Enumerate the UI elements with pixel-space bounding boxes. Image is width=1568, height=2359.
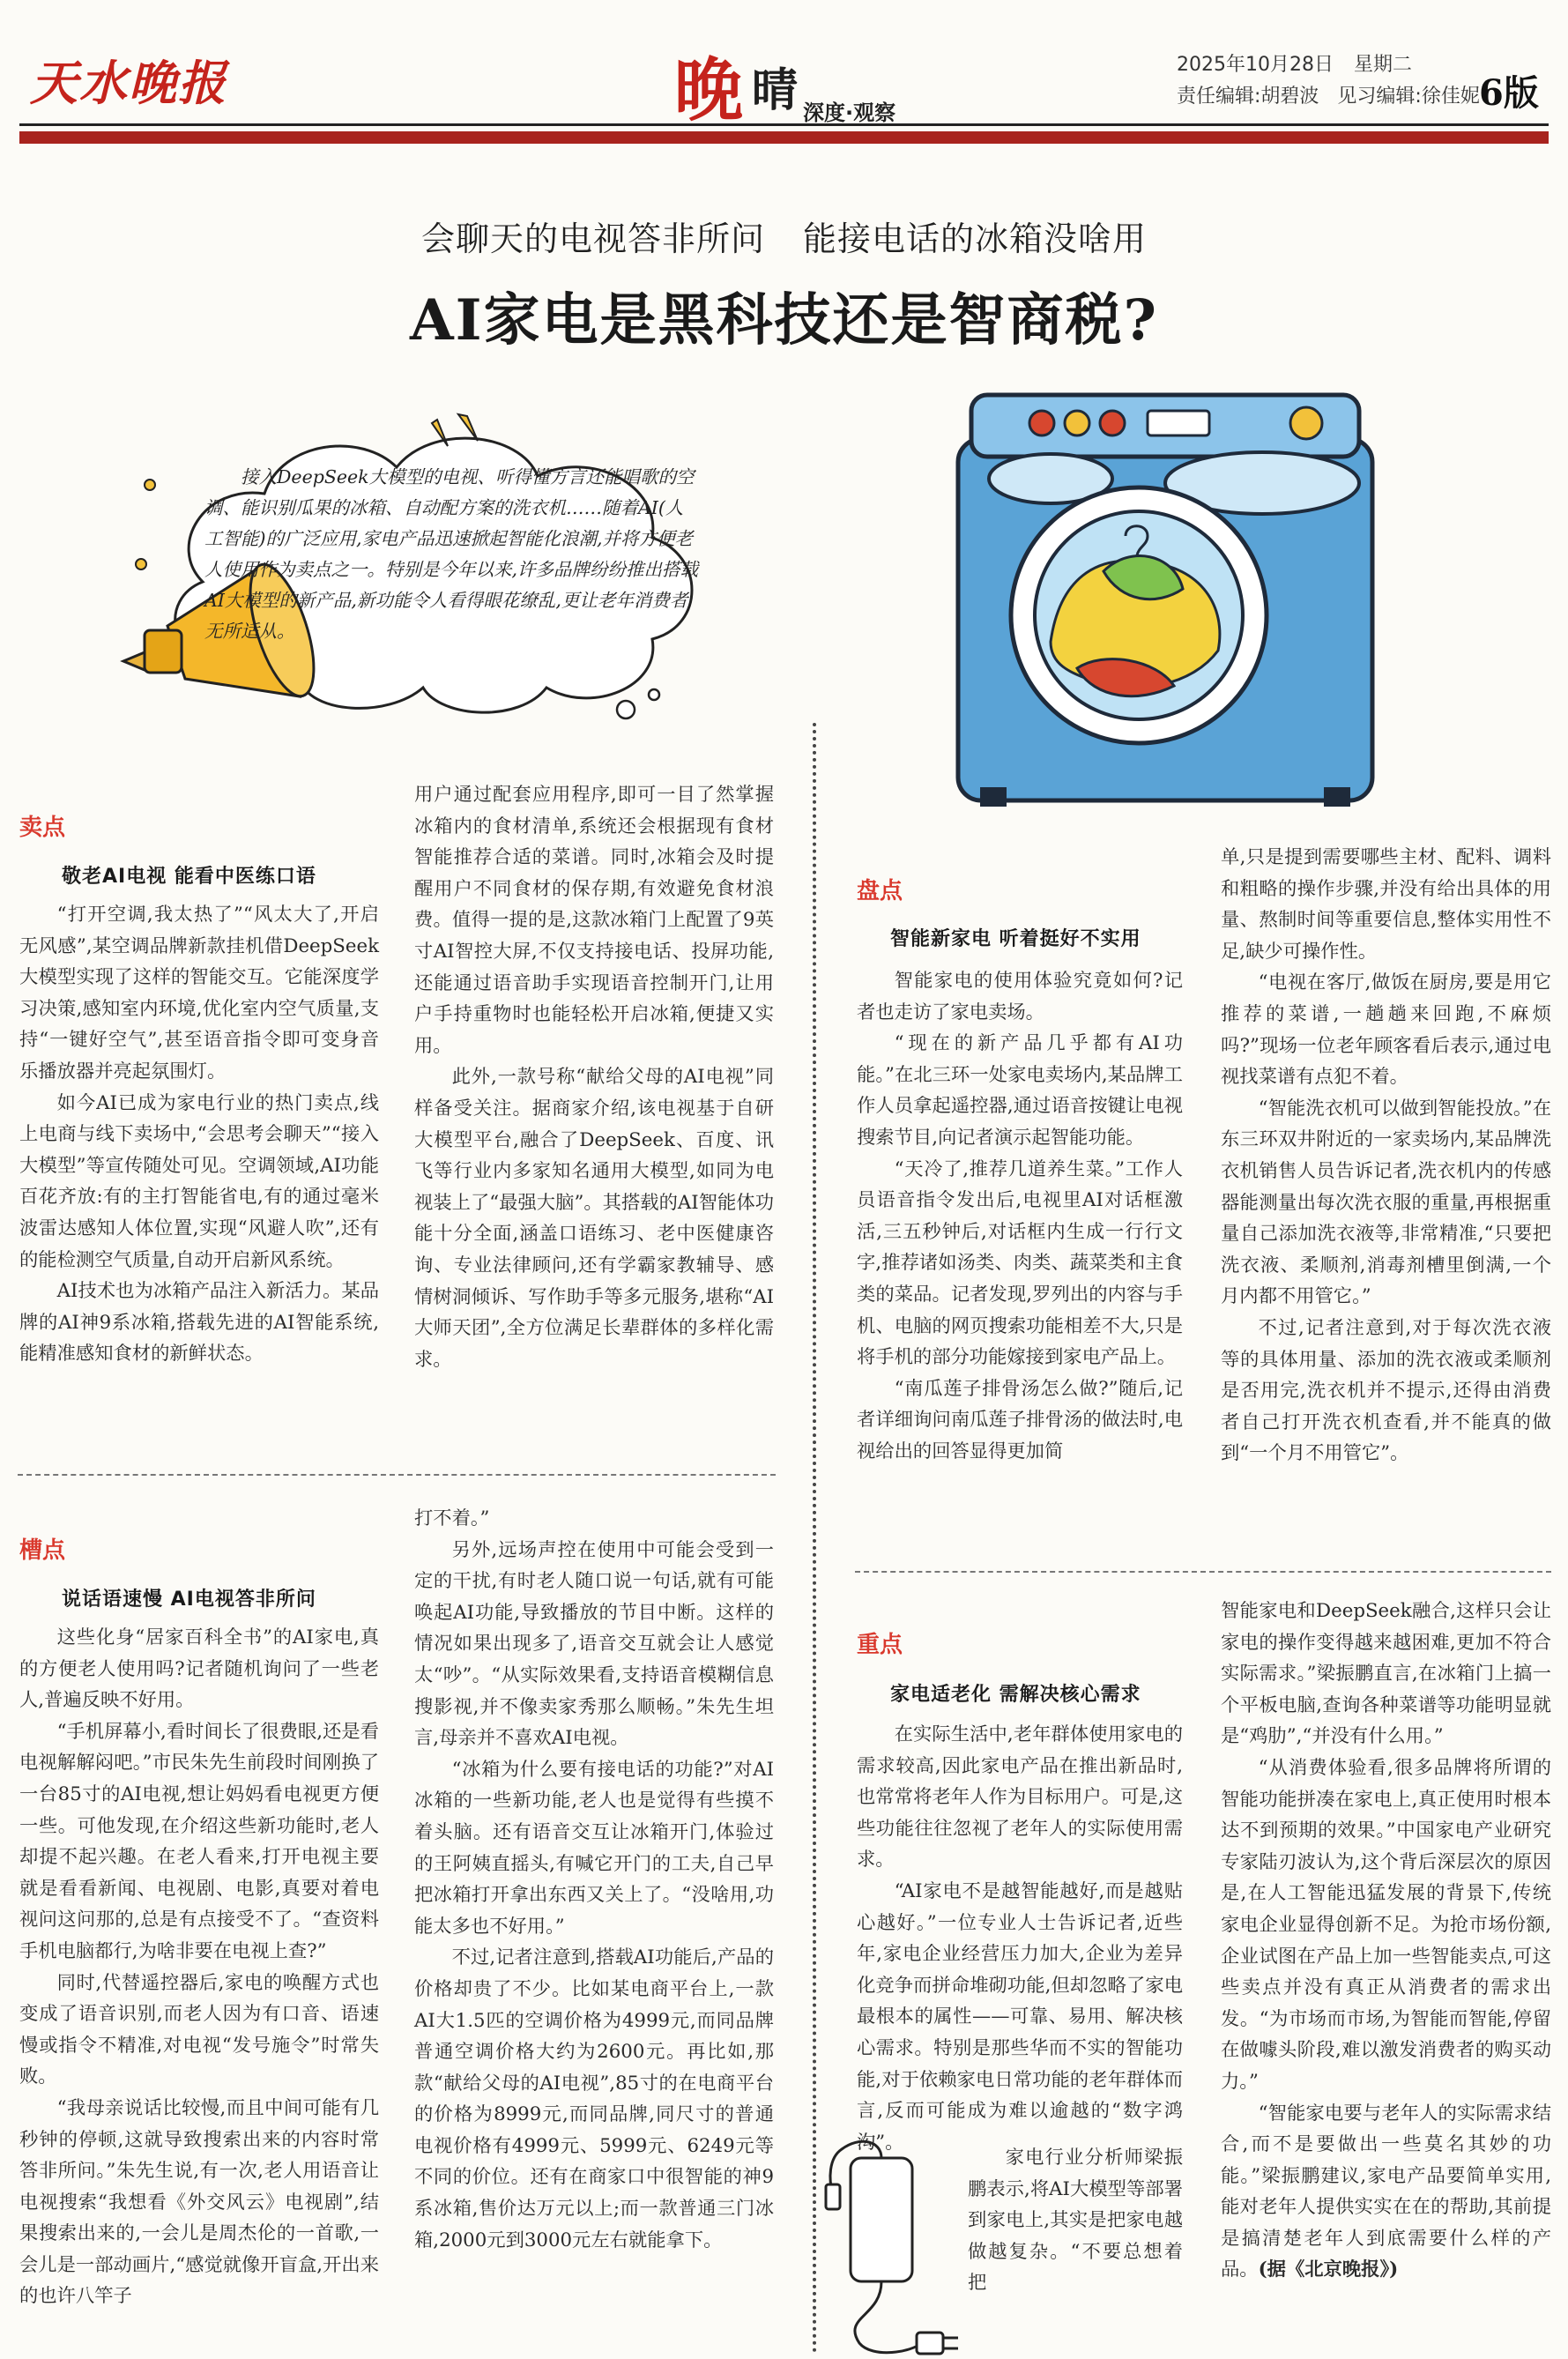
section-label-selling-point: 卖点	[19, 815, 66, 841]
section-label-review: 盘点	[857, 878, 903, 904]
section-logo	[674, 35, 903, 132]
paragraph: “南瓜莲子排骨汤怎么做?”随后,记者详细询问南瓜莲子排骨汤的做法时,电视给出的回答显得更加简	[857, 1377, 1183, 1462]
article-kicker: 会聊天的电视答非所问 能接电话的冰箱没啥用	[420, 220, 1148, 258]
text-column	[19, 1622, 379, 2354]
column-divider	[813, 723, 816, 2354]
text-column	[857, 965, 1183, 1538]
text-column	[1221, 842, 1551, 1538]
paragraph: “电视在客厅,做饭在厨房,要是用它推荐的菜谱,一趟趟来回跑,不麻烦吗?”现场一位老年顾客看后表示,通过电视找菜谱有点犯不着。	[1221, 971, 1551, 1089]
section-logo-char-2: 晴	[752, 63, 799, 117]
section-logo-char-1: 晚	[674, 50, 744, 130]
paragraph: “AI家电不是越智能越好,而是越贴心越好。”一位专业人士告诉记者,近些年,家电企业经营压力加大,企业为差异化竞争而拼命堆砌功能,但却忽略了家电最根本的属性——可靠、易用、解决核心需求。特别是那些华而不实的智能功能,对于依赖家电日常功能的老年群体而言,反而可能成为难以逾越的“数字鸿沟”。	[857, 1879, 1183, 2154]
text-column	[857, 1719, 1183, 2154]
section-divider-left	[18, 1474, 776, 1476]
dateline	[1177, 49, 1426, 77]
text-column	[414, 779, 774, 1437]
responsible-editor: 责任编辑:胡碧波	[1177, 86, 1319, 108]
paragraph: 在实际生活中,老年群体使用家电的需求较高,因此家电产品在推出新品时,也常常将老年人作为目标用户。可是,这些功能往往忽视了老年人的实际使用需求。	[857, 1723, 1183, 1872]
masthead-rule	[19, 123, 1549, 149]
paragraph: 不过,记者注意到,对于每次洗衣液等的具体用量、添加的洗衣液或柔顺剂是否用完,洗衣机并不提示,还得由消费者自己打开洗衣机查看,并不能真的做到“一个月不用管它”。	[1221, 1316, 1551, 1465]
paragraph: “打开空调,我太热了”“风太大了,开启无风感”,某空调品牌新款挂机借DeepSeek大模型实现了这样的智能交互。它能深度学习决策,感知室内环境,优化室内空气质量,支持“一键好空气”,甚至语音指令即可变身音乐播放器并亮起氛围灯。	[19, 904, 379, 1083]
charger-icon	[806, 2132, 965, 2359]
paragraph-text: “智能家电要与老年人的实际需求结合,而不是要做出一些莫名其妙的功能。”梁振鹏建议,家电产品要简单实用,能对老年人提供实实在在的帮助,其前提是搞清楚老年人到底需要什么样的产品。	[1221, 2102, 1551, 2281]
section-subhead: 智能新家电 听着挺好不实用	[890, 928, 1141, 950]
paragraph: 如今AI已成为家电行业的热门卖点,线上电商与线下卖场中,“会思考会聊天”“接入大模型”等宣传随处可见。空调领域,AI功能百花齐放:有的主打智能省电,有的通过毫米波雷达感知人体位置,实现“风避人吹”,还有的能检测空气质量,自动开启新风系统。	[19, 1091, 379, 1271]
washing-machine-icon	[945, 386, 1386, 809]
paragraph: 不过,记者注意到,搭载AI功能后,产品的价格却贵了不少。比如某电商平台上,一款AI大1.5匹的空调价格为4999元,而同品牌普通空调价格大约为2600元。再比如,那款“献给父母的AI电视”,85寸的在电商平台的价格为8999元,而同品牌,同尺寸的普通电视价格有4999元、5999元、6249元等不同的价位。还有在商家口中很智能的神9系冰箱,售价达万元以上;而一款普通三门冰箱,2000元到3000元左右就能拿下。	[414, 1946, 774, 2251]
article-lead: 接入DeepSeek大模型的电视、听得懂方言还能唱歌的空调、能识别瓜果的冰箱、自动配方案的洗衣机……随着AI(人工智能)的广泛应用,家电产品迅速掀起智能化浪潮,并将方便老人使用作为卖点之一。特别是今年以来,许多品牌纷纷推出搭载AI大模型的新产品,新功能令人看得眼花缭乱,更让老年消费者无所适从。	[204, 466, 699, 642]
article-headline: AI家电是黑科技还是智商税?	[409, 287, 1159, 353]
paragraph: “我母亲说话比较慢,而且中间可能有几秒钟的停顿,这就导致搜索出来的内容时常答非所问。”朱先生说,有一次,老人用语音让电视搜索“我想看《外交风云》电视剧”,结果搜索出来的,一会儿是周杰伦的一首歌,一会儿是一部动画片,“感觉就像开盲盒,开出来的也许八竿子	[19, 2096, 379, 2308]
text-column	[968, 2142, 1183, 2354]
editors	[1177, 81, 1492, 108]
paragraph: “现在的新产品几乎都有AI功能。”在北三环一处家电卖场内,某品牌工作人员拿起遥控器,通过语音按键让电视搜索节目,向记者演示起智能功能。	[857, 1032, 1183, 1149]
intern-editor: 见习编辑:徐佳妮	[1337, 86, 1480, 108]
paragraph: 智能家电的使用体验究竟如何?记者也走访了家电卖场。	[857, 970, 1183, 1023]
text-column	[19, 899, 379, 1437]
section-label-focus: 重点	[857, 1632, 903, 1658]
section-subhead: 敬老AI电视 能看中医练口语	[62, 866, 316, 888]
text-column	[414, 1503, 774, 2354]
source-credit: (据《北京晚报》)	[1258, 2259, 1399, 2281]
paragraph: 此外,一款号称“献给父母的AI电视”同样备受关注。据商家介绍,该电视基于自研大模型平台,融合了DeepSeek、百度、讯飞等行业内多家知名通用大模型,如同为电视装上了“最强大脑”。其搭载的AI智能体功能十分全面,涵盖口语练习、老中医健康咨询、专业法律顾问,还有学霸家教辅导、感情树洞倾诉、写作助手等多元服务,堪称“AI大师天团”,全方位满足长辈群体的多样化需求。	[414, 1066, 774, 1371]
paragraph: 打不着。”	[414, 1507, 490, 1529]
paragraph: 另外,远场声控在使用中可能会受到一定的干扰,有时老人随口说一句话,就有可能唤起AI功能,导致播放的节目中断。这样的情况如果出现多了,语音交互就会让人感觉太“吵”。“从实际效果看,支持语音模糊信息搜影视,并不像卖家秀那么顺畅。”朱先生坦言,母亲并不喜欢AI电视。	[414, 1538, 774, 1750]
paragraph: “手机屏幕小,看时间长了很费眼,还是看电视解解闷吧。”市民朱先生前段时间刚换了一台85寸的AI电视,想让妈妈看电视更方便一些。可他发现,在介绍这些新功能时,老人却提不起兴趣。在老人看来,打开电视主要就是看看新闻、电视剧、电影,真要对着电视问这问那的,总是有点接受不了。“查资料手机电脑都行,为啥非要在电视上查?”	[19, 1720, 379, 1962]
paragraph: “从消费体验看,很多品牌将所谓的智能功能拼凑在家电上,真正使用时根本达不到预期的效果。”中国家电产业研究专家陆刃波认为,这个背后深层次的原因是,在人工智能迅猛发展的背景下,传统家电企业显得创新不足。为抢市场份额,企业试图在产品上加一些智能卖点,可这些卖点并没有真正从消费者的需求出发。“为市场而市场,为智能而智能,停留在做噱头阶段,难以激发消费者的购买动力。”	[1221, 1756, 1551, 2093]
section-label-complaints: 槽点	[19, 1537, 66, 1564]
paragraph: 智能家电和DeepSeek融合,这样只会让家电的操作变得越来越困难,更加不符合实际需求。”梁振鹏直言,在冰箱门上搞一个平板电脑,查询各种菜谱等功能明显就是“鸡肋”,“并没有什么用。”	[1221, 1600, 1551, 1748]
paragraph: 这些化身“居家百科全书”的AI家电,真的方便老人使用吗?记者随机询问了一些老人,普遍反映不好用。	[19, 1626, 379, 1712]
issue-weekday: 星期二	[1353, 54, 1412, 76]
page-number: 6版	[1479, 72, 1539, 114]
paragraph: “冰箱为什么要有接电话的功能?”对AI冰箱的一些新功能,老人也是觉得有些摸不着头脑。还有语音交互让冰箱开门,体验过的王阿姨直摇头,有喊它开门的工夫,自己早把冰箱打开拿出东西又关上了。“没啥用,功能太多也不好用。”	[414, 1758, 774, 1938]
section-subhead: 说话语速慢 AI电视答非所问	[62, 1589, 316, 1611]
paragraph: AI技术也为冰箱产品注入新活力。某品牌的AI神9系冰箱,搭载先进的AI智能系统,能精准感知食材的新鲜状态。	[19, 1280, 379, 1366]
section-subtitle: 深度·观察	[803, 100, 896, 125]
paper-logo: 天水晚报	[30, 55, 227, 111]
paragraph: 家电行业分析师梁振鹏表示,将AI大模型等部署到家电上,其实是把家电越做越复杂。“不要总想着把	[968, 2147, 1183, 2295]
paragraph: “天冷了,推荐几道养生菜。”工作人员语音指令发出后,电视里AI对话框激活,三五秒钟后,对话框内生成一行行文字,推荐诸如汤类、肉类、蔬菜类和主食类的菜品。记者发现,罗列出的内容与手机、电脑的网页搜索功能相差不大,只是将手机的部分功能嫁接到家电产品上。	[857, 1157, 1183, 1369]
section-divider-right	[855, 1571, 1551, 1573]
issue-date: 2025年10月28日	[1177, 54, 1334, 76]
paragraph: “智能洗衣机可以做到智能投放。”在东三环双井附近的一家卖场内,某品牌洗衣机销售人员告诉记者,洗衣机内的传感器能测量出每次洗衣服的重量,再根据重量自己添加洗衣液等,非常精准,“只要把洗衣液、柔顺剂,消毒剂槽里倒满,一个月内都不用管它。”	[1221, 1097, 1551, 1308]
paragraph: 用户通过配套应用程序,即可一目了然掌握冰箱内的食材清单,系统还会根据现有食材智能推荐合适的菜谱。同时,冰箱会及时提醒用户不同食材的保存期,有效避免食材浪费。值得一提的是,这款冰箱门上配置了9英寸AI智控大屏,不仅支持接电话、投屏功能,还能通过语音助手实现语音控制开门,让用户手持重物时也能轻松开启冰箱,便捷又实用。	[414, 784, 774, 1057]
text-column	[1221, 1596, 1551, 2354]
paragraph	[1221, 2098, 1551, 2287]
paragraph: 同时,代替遥控器后,家电的唤醒方式也变成了语音识别,而老人因为有口音、语速慢或指令不精准,对电视“发号施令”时常失败。	[19, 1971, 379, 2088]
section-subhead: 家电适老化 需解决核心需求	[890, 1684, 1141, 1706]
paragraph: 单,只是提到需要哪些主材、配料、调料和粗略的操作步骤,并没有给出具体的用量、熬制时间等重要信息,整体实用性不足,缺少可操作性。	[1221, 846, 1551, 963]
